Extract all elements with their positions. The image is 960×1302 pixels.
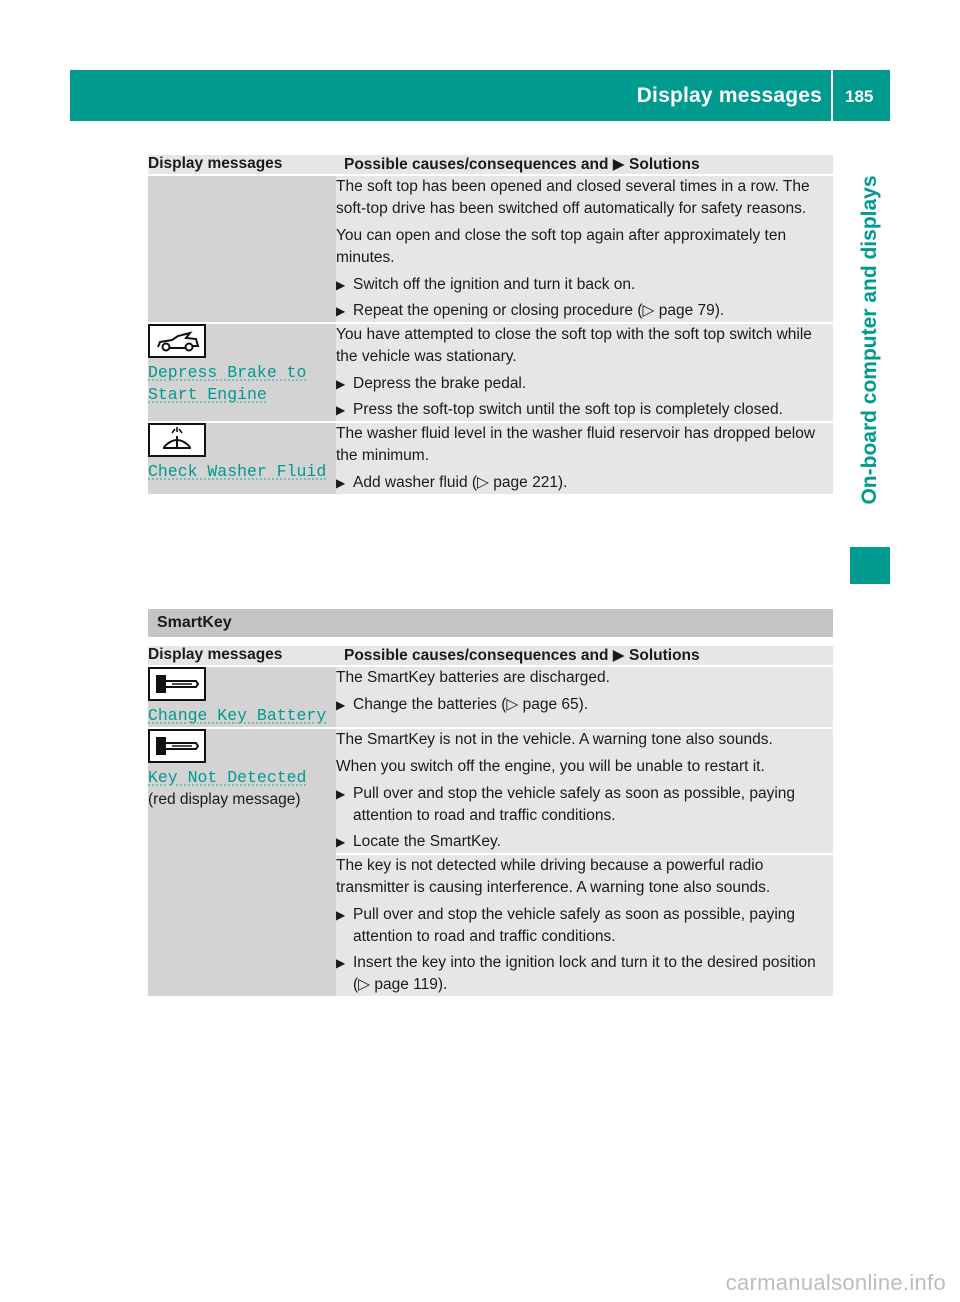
- col-header-causes: Possible causes/consequences and ▶ Solutions: [336, 646, 833, 666]
- solution-cell: [336, 854, 833, 997]
- solution-cell: [336, 175, 833, 323]
- section-title: SmartKey: [157, 614, 232, 631]
- solution-cell: [336, 323, 833, 422]
- display-message-text: Start Engine: [148, 385, 267, 404]
- solution-step: ▶ Pull over and stop the vehicle safely as soon as possible, paying attention to road and traffic conditions.: [336, 783, 833, 827]
- solution-cell: [336, 422, 833, 495]
- solution-step: ▶ Pull over and stop the vehicle safely as soon as possible, paying attention to road and traffic conditions.: [336, 904, 833, 948]
- solution-step: ▶ Press the soft-top switch until the soft top is completely closed.: [336, 399, 833, 421]
- cause-text: The SmartKey is not in the vehicle. A warning tone also sounds.: [336, 731, 773, 748]
- display-message-text: Change Key Battery: [148, 706, 327, 725]
- solution-step: ▶ Repeat the opening or closing procedure (▷ page 79).: [336, 300, 833, 322]
- table-row: [148, 175, 833, 323]
- display-message-text: Check Washer Fluid: [148, 462, 327, 481]
- side-tab-marker: [850, 547, 890, 584]
- table-row: [148, 728, 833, 854]
- solution-step: ▶ Add washer fluid (▷ page 221).: [336, 472, 833, 494]
- col-header-display-messages: Display messages: [148, 646, 336, 666]
- solution-step: ▶ Change the batteries (▷ page 65).: [336, 694, 833, 716]
- solution-step: ▶ Switch off the ignition and turn it back on.: [336, 274, 833, 296]
- cause-text: The washer fluid level in the washer fluid reservoir has dropped below the minimum.: [336, 425, 816, 464]
- solution-cell: [336, 666, 833, 728]
- section-header-smartkey: [148, 609, 833, 637]
- convertible-car-icon: [148, 324, 206, 358]
- display-messages-table-softtop: [148, 155, 833, 496]
- solution-step: ▶ Locate the SmartKey.: [336, 831, 833, 853]
- step-arrow-icon: ▶: [336, 278, 346, 292]
- header-title: Display messages: [636, 84, 822, 107]
- solution-step: ▶ Insert the key into the ignition lock and turn it to the desired position (▷ page 119).: [336, 952, 833, 996]
- step-arrow-icon: ▶: [336, 835, 346, 849]
- message-cell-empty: [148, 175, 336, 323]
- table-row: [148, 666, 833, 728]
- col-header-display-messages: Display messages: [148, 155, 336, 175]
- step-arrow-icon: ▶: [336, 476, 346, 490]
- step-arrow-icon: ▶: [336, 304, 346, 318]
- table-header-row: [148, 646, 833, 666]
- display-messages-table-smartkey: [148, 646, 833, 998]
- message-cell: [148, 422, 336, 495]
- table-row: [148, 422, 833, 495]
- cause-text: The SmartKey batteries are discharged.: [336, 669, 610, 686]
- step-arrow-icon: ▶: [336, 698, 346, 712]
- message-note: (red display message): [148, 791, 301, 808]
- col-header-causes: Possible causes/consequences and ▶ Solutions: [336, 155, 833, 175]
- step-arrow-icon: ▶: [336, 908, 346, 922]
- page-number: 185: [845, 87, 874, 106]
- message-cell: [148, 666, 336, 728]
- cause-text: When you switch off the engine, you will be unable to restart it.: [336, 758, 765, 775]
- watermark: carmanualsonline.info: [725, 1270, 946, 1295]
- step-arrow-icon: ▶: [336, 403, 346, 417]
- washer-fluid-icon: [148, 423, 206, 457]
- step-arrow-icon: ▶: [336, 956, 346, 970]
- step-arrow-icon: ▶: [336, 787, 346, 801]
- header-divider: [831, 70, 833, 121]
- smartkey-icon: [148, 667, 206, 701]
- step-arrow-icon: ▶: [336, 377, 346, 391]
- solutions-arrow-icon: ▶: [612, 647, 625, 664]
- display-message-text: Key Not Detected: [148, 768, 307, 787]
- cause-text: The soft top has been opened and closed several times in a row. The soft-top drive has been switched off automatically for safety reasons.: [336, 178, 810, 217]
- message-cell: [148, 728, 336, 997]
- solutions-arrow-icon: ▶: [612, 156, 625, 173]
- message-cell: [148, 323, 336, 422]
- cause-text: You have attempted to close the soft top with the soft top switch while the vehicle was stationary.: [336, 326, 812, 365]
- display-message-text: Depress Brake to: [148, 363, 307, 382]
- cause-text: You can open and close the soft top again after approximately ten minutes.: [336, 227, 787, 266]
- table-header-row: [148, 155, 833, 175]
- solution-cell: [336, 728, 833, 854]
- page-header: [70, 70, 890, 121]
- side-tab-label: On-board computer and displays: [858, 175, 881, 505]
- solution-step: ▶ Depress the brake pedal.: [336, 373, 833, 395]
- smartkey-icon: [148, 729, 206, 763]
- table-row: [148, 323, 833, 422]
- cause-text: The key is not detected while driving because a powerful radio transmitter is causing interference. A warning tone also sounds.: [336, 857, 771, 896]
